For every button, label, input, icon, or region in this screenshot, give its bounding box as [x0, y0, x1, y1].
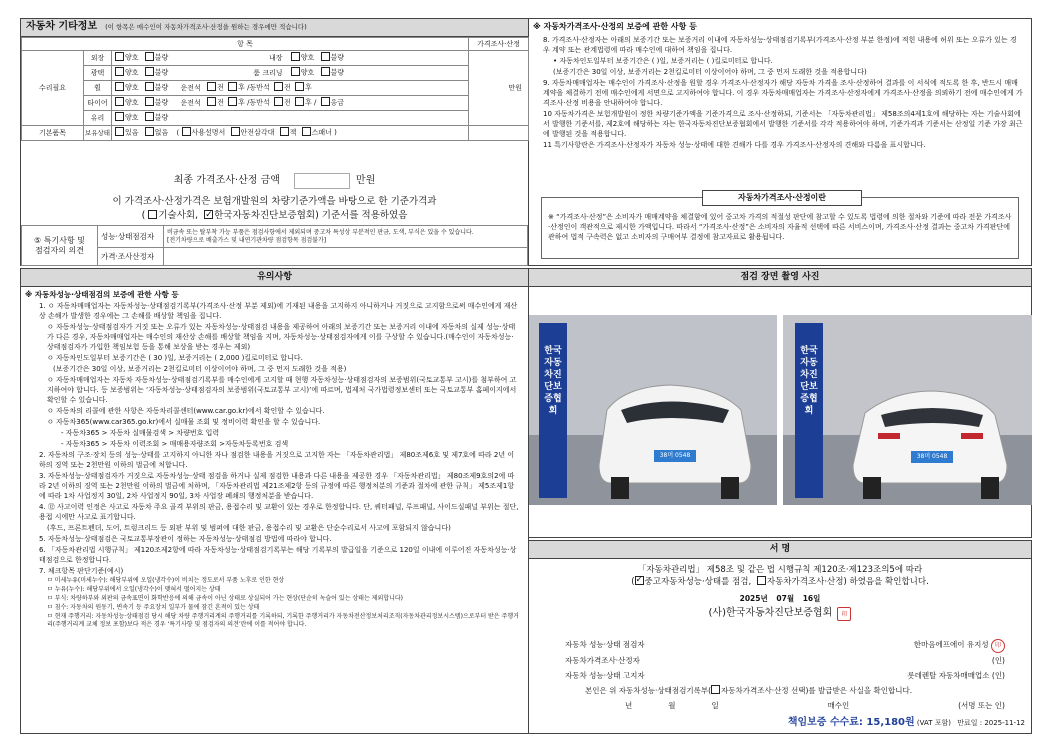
inspector-seal-icon: 印 — [991, 639, 1005, 653]
item-9: 9. 자동차매매업자는 매수인이 가격조사·산정을 원할 경우 가격조사·산정자가 해당 자동차 가격을 조사·산정하여 결과를 이 서식에 적도록 한 후, 반드시 매매계약을 체결하기 전에 매수인에게 서면으로 고지하여야 합니다. 이 경우 자동차매매업자는 가격조사·산정자에게 가격조사·산정을 의뢰하기 전에 매수인에게 가격조사·산정 비용을 안내하여야 합니다. — [543, 79, 1023, 107]
notifier-row-seal: (인) — [991, 670, 1005, 680]
notice-item: (후드, 프론트펜더, 도어, 트렁크리드 등 외판 부위 및 범퍼에 대한 판금, 용접수리 및 교환은 단순수리로서 사고에 포함되지 않습니다) — [47, 524, 451, 533]
checkbox[interactable] — [321, 52, 330, 61]
notice-item: 3. 자동차성능·상태점검자가 거짓으로 자동차성능·상태 점검을 하거나 실제 점검한 내용과 다른 내용을 제공한 경우 「자동차관리법」 제80조제9호의2에 따라 2년 이하의 징역 또는 2천만원 이하의 벌금에 처하며, 「자동차관리법 제21조제2항 등의 규정에 따른 행정처분의 기준과 절차에 관한 규칙」 제5조제1항에 따라 1차 사업정지 30일, 2차 사업정지 90일, 3차 사업장 폐쇄의 행정처분을 받습니다. — [39, 472, 515, 501]
buyer-row: 년 월 일 매수인 (서명 또는 인) — [565, 698, 1005, 713]
notice-item: ㅁ 누유(누수): 해당부위에서 오일(냉각수)이 맺혀서 떨어지는 상태 — [47, 586, 221, 594]
final-price-input[interactable] — [294, 173, 350, 189]
other-info-title: 자동차 기타정보 — [26, 21, 98, 33]
other-info-note: (이 항목은 매수인이 자동차가격조사·산정을 원하는 경우에만 적습니다) — [105, 23, 307, 32]
fee-vat: (VAT 포함) — [916, 718, 951, 727]
col-item-header: 항 목 — [22, 38, 469, 51]
photo-panel — [529, 268, 1032, 538]
checkbox[interactable] — [115, 112, 124, 121]
price-definition-title: 자동차가격조사·산정이란 — [702, 190, 862, 206]
price-definition-text: ※ “가격조사·산정”은 소비자가 매매계약을 체결함에 있어 중고차 가격의 적절성 판단에 참고할 수 있도록 법령에 의한 절차와 기준에 따라 전문 가격조사·산정인이 객관적으로 제시한 가액입니다. 따라서 “가격조사·산정”은 소비자의 자율적 선택에 따른 서비스이며, 가격조사·산정 결과는 중고차 가격판단에 관하여 법적 구속력은 없고 소비자의 구매여부 결정에 참고자료로 활용됩니다. — [548, 213, 1012, 241]
signature-panel — [529, 540, 1032, 734]
notice-list — [21, 301, 528, 629]
basic-status-label: 보유상태 — [84, 126, 112, 141]
checkbox-association[interactable] — [204, 210, 213, 219]
checkbox[interactable] — [115, 82, 124, 91]
basic-label: 기본품목 — [22, 126, 84, 141]
checkbox[interactable] — [145, 127, 154, 136]
notice-panel — [20, 268, 529, 734]
checkbox[interactable] — [115, 67, 124, 76]
checkbox[interactable] — [228, 97, 237, 106]
notifier-row-label: 자동차 성능·상태 고지자 — [565, 670, 645, 680]
basic-options: 있음 없음 ( 사용설명서 안전삼각대 잭 스패너 ) — [112, 126, 469, 141]
price-guarantee-list — [529, 35, 1031, 150]
final-price-label: 최종 가격조사·산정 금액 — [173, 174, 280, 186]
buyer-label: 매수인 — [827, 700, 850, 710]
issue-confirm: 본인은 위 자동차성능·상태점검기록부( 자동차가격조사·산정 선택)를 발급받은 사실을 확인합니다. — [585, 685, 913, 695]
car-photo-front — [529, 315, 777, 505]
plate-rear: 38머 0548 — [916, 453, 948, 460]
checkbox[interactable] — [231, 127, 240, 136]
sign-line2: (✓ 중고자동차성능·상태를 점검, 자동차가격조사·산정) 하였음을 확인합니다. — [529, 576, 1031, 588]
price-guarantee-title: ※ 자동차가격조사·산정의 보증에 관한 사항 등 — [533, 22, 697, 31]
checkbox[interactable] — [115, 97, 124, 106]
row-options: 양호 불량 룸 크리닝 양호 불량 — [112, 66, 469, 81]
notice-item: - 자동차365 > 자동차 실매물검색 > 차량번호 입력 — [61, 429, 220, 438]
special-notes-table — [21, 225, 528, 266]
appraiser-row-label: 자동차가격조사·산정자 — [565, 655, 640, 665]
notice-item: ㅇ 자동차성능·상태점검자가 거짓 또는 오류가 있는 자동차성능·상태점검 내용을 제공하여 아래의 보증기간 또는 보증거리 이내에 자동차의 실제 성능·상태가 다른 경우, 자동차매매업자는 매수인의 재산상 손해를 배상할 책임을 지며, 자동차성능·상태점검자에게 이를 구상할 수 있습니다.(매수인이 자동차성능·상태점검자가 가입한 책임보험 등을 통해 보상을 받는 경우는 제외) — [47, 323, 516, 352]
notice-item: 7. 체크항목 판단기준(예시) — [39, 567, 124, 576]
checkbox[interactable] — [280, 127, 289, 136]
signature-title: 서 명 — [529, 541, 1031, 559]
row-name: 타이어 — [84, 96, 112, 111]
appraiser-row-seal: (인) — [991, 655, 1005, 665]
checkbox[interactable] — [145, 112, 154, 121]
checkbox[interactable] — [274, 82, 283, 91]
row-name: 유리 — [84, 111, 112, 126]
row-name: 휠 — [84, 81, 112, 96]
final-price-row — [21, 169, 528, 193]
item-8-period: • 자동차인도일부터 보증기간은 ( )일, 보증거리는 ( )킬로미터로 합니다. — [553, 57, 773, 65]
checkbox[interactable] — [295, 82, 304, 91]
sign-association — [529, 607, 1031, 621]
inspector-note: 비금속 또는 탈부착 가능 부품은 점검사항에서 제외되며 중고차 특성상 부분적인 판금, 도색, 부식은 있을 수 있습니다. [전기차량으로 배출가스 및 내연기관차량 점검항목 점검불가] — [164, 226, 528, 248]
price-definition-box — [541, 193, 1019, 259]
notice-item: 2. 자동차의 구조·장치 등의 성능·상태를 고지하지 아니한 자나 점검한 내용을 거짓으로 고지한 자는 「자동차관리법」 제80조제6호 및 제7호에 따라 2년 이하의 징역 또는 2천만원 이하의 벌금에 처합니다. — [39, 451, 515, 470]
photo-title: 점검 장면 촬영 사진 — [529, 269, 1031, 287]
plate-front: 38머 0548 — [659, 452, 691, 459]
banner-front: 한국자동차진단보증협회 — [544, 346, 562, 416]
checkbox-appraisal[interactable] — [757, 576, 766, 585]
vehicle-other-info-panel — [20, 18, 529, 266]
notice-subtitle: ※ 자동차성능·상태점검의 보증에 관한 사항 등 — [25, 290, 179, 299]
appraiser-label: 가격·조사산정자 — [98, 248, 164, 266]
row-options: 양호 불량 — [112, 111, 469, 126]
notice-item: - 자동차365 > 자동차 이력조회 > 매매용자량조회 >자동차등록번호 검색 — [61, 440, 289, 449]
checkbox[interactable] — [145, 97, 154, 106]
notice-item: ㅇ 자동차의 리콜에 관한 사항은 자동차리콜센터(www.car.go.kr)에서 확인할 수 있습니다. — [47, 407, 325, 416]
notice-item: ㅇ 자동차인도일부터 보증기간은 ( 30 )일, 보증거리는 ( 2,000 )킬로미터로 합니다. — [47, 354, 303, 363]
item-11: 11 특기사항란은 가격조사·산정자가 자동차 성능·상태에 대한 견해가 다를 경우 가격조사·산정자의 견해와 다름을 표시합니다. — [543, 141, 926, 149]
price-guarantee-panel — [529, 18, 1032, 266]
checkbox[interactable] — [145, 67, 154, 76]
checkbox-issue[interactable] — [711, 685, 720, 694]
basis-text — [21, 195, 528, 223]
checkbox[interactable] — [228, 82, 237, 91]
buyer-signature[interactable]: (서명 또는 인) — [958, 700, 1005, 710]
association-seal-icon: 印 — [837, 607, 851, 621]
notice-item: 5. 자동차성능·상태점검은 국토교통부장관이 정하는 자동차성능·상태점검 방법에 따라야 합니다. — [39, 535, 332, 544]
checkbox[interactable] — [207, 97, 216, 106]
checkbox[interactable] — [145, 82, 154, 91]
special-label: ⑤ 특기사항 및 점검자의 의견 — [22, 226, 98, 266]
checkbox[interactable] — [321, 97, 330, 106]
repair-label: 수리필요 — [22, 51, 84, 126]
notice-item: ㅁ 침수: 자동차의 원동기, 변속기 등 주요장치 일부가 물에 잠긴 흔적이 있는 상태 — [47, 604, 260, 612]
notice-item: 6. 「자동차관리법 시행규칙」 제120조제2항에 따라 자동차성능·상태점검기록부는 해당 기록부의 발급일을 기준으로 120일 이내에 이루어진 자동차성능·상태점검으로 한정합니다. — [39, 546, 517, 565]
basis-line1: 이 가격조사·산정가격은 보험개발원의 차량기준가액을 바탕으로 한 기준가격과 — [112, 196, 437, 207]
sign-statement — [529, 559, 1031, 588]
repair-price-unit: 만원 — [469, 51, 529, 126]
other-info-header — [21, 19, 528, 37]
basis-line2: ( 기술사회, ✓ 한국자동차진단보증협회) 기준서를 적용하였음 — [21, 209, 528, 223]
sign-date: 2025년 07월 16일 — [739, 594, 821, 603]
photo-front — [529, 315, 777, 505]
notice-item: 4. ⑫ 사고이력 인정은 사고로 자동차 주요 골격 부위의 판금, 용접수리 및 교환이 있는 경우로 한정합니다. 단, 쿼터패널, 루프패널, 사이드실패널 부위는 절단, 용접 시에만 사고로 표기합니다. — [39, 503, 519, 522]
checkbox[interactable] — [182, 127, 191, 136]
notice-item: (보증기간은 30일 이상, 보증거리는 2천킬로미터 이상이어야 하며, 그 중 먼저 도래한 것을 적용) — [53, 365, 347, 374]
notifier-row-name: 롯데렌탈 자동차매매업소 — [907, 670, 990, 680]
checkbox[interactable] — [302, 127, 311, 136]
row-options: 양호 불량 운전석 전 후 /동반석 전 후 / 응급 — [112, 96, 469, 111]
checkbox[interactable] — [295, 97, 304, 106]
row-options: 양호 불량 운전석 전 후 /동반석 전 후 — [112, 81, 469, 96]
association-name: (사)한국자동차진단보증협회 — [708, 607, 833, 619]
final-price-unit: 만원 — [355, 174, 376, 186]
checkbox[interactable] — [321, 67, 330, 76]
item-8-note: (보증기간은 30일 이상, 보증거리는 2천킬로미터 이상이어야 하며, 그 중 먼저 도래한 것을 적용합니다) — [553, 68, 867, 76]
checkbox[interactable] — [115, 127, 124, 136]
item-10: 10 자동차가격은 보험개발원이 정한 차량기준가액을 기준가격으로 조사·산정하되, 기준서는 「자동차관리법」 제58조의4제1호에 해당하는 자는 기술사회에서 발행한 기준서를, 제2호에 해당하는 자는 한국자동차진단보증협회에서 발행한 기준서를 각각 적용하여야 하며, 기준가격과 기준서는 산정일 기준 가장 최근에 발행된 것을 적용합니다. — [543, 110, 1023, 138]
notice-item: ㅇ 자동차365(www.car365.go.kr)에서 실매물 조회 및 정비이력 확인을 할 수 있습니다. — [47, 418, 321, 427]
checkbox[interactable] — [115, 52, 124, 61]
repair-table — [21, 37, 529, 141]
sign-rows — [565, 637, 1005, 713]
inspector-row-name: 한마음에프에이 유지성 — [913, 640, 989, 649]
checkbox[interactable] — [145, 52, 154, 61]
sign-line1: 「자동차관리법」 제58조 및 같은 법 시행규칙 제120조·제123조의5에 따라 — [637, 565, 923, 575]
checkbox[interactable] — [274, 97, 283, 106]
banner-rear: 한국자동차진단보증협회 — [800, 346, 818, 416]
checkbox-technician[interactable] — [148, 210, 157, 219]
notice-item: ㅁ 부식: 차량하부와 외판의 금속표면이 화학반응에 의해 금속이 아닌 상태로 상실되어 가는 현상(단순히 녹슬어 있는 상태는 제외합니다) — [47, 595, 404, 603]
checkbox[interactable] — [291, 52, 300, 61]
notice-item: 1. ㅇ 자동차매매업자는 자동차성능·상태점검기록부(가격조사·산정 부분 제외)에 기재된 내용을 고지하지 아니하거나 거짓으로 고지함으로써 매수인에게 재산상 손해가 발생한 경우에는 그 손해를 배상할 책임을 집니다. — [39, 302, 518, 321]
row-name: 외장 — [84, 51, 112, 66]
notice-item: ㅇ 자동차매매업자는 자동차 자동차성능·상태점검기록부를 매수인에게 고지할 때 현행 자동차성능·상태점검자의 보증범위(국토교통부 고시)를 첨부하여 고지하여야 합니다. 등 보증범위는 ‘자동차성능·상태점검자의 보증범위(국토교통부 고시)’에 따르며, 법제처 국가법령정보센터 또는 국토교통부 홈페이지에서 확인할 수 있습니다. — [47, 376, 517, 405]
fee-row — [788, 717, 1025, 730]
checkbox[interactable] — [207, 82, 216, 91]
item-8: 8. 가격조사·산정자는 아래의 보증기간 또는 보증거리 이내에 자동차성능·상태점검기록부(가격조사·산정 부분 한정)에 적힌 내용에 허위 또는 오류가 있는 경우 계약 또는 관계법령에 따라 매수인에 대하여 책임을 집니다. — [543, 36, 1017, 54]
notice-item: ㅁ 현재 주행거리: 자동차성능·상태점검 당시 해당 차량 주행거리계의 주행거리를 기록하되, 기록한 주행거리가 자동차전산정보처리조직(자동차관리정보시스템)으로부터 받은 주행거리(주행거리계 교체 정보 포함)보다 적은 경우 ‘특기사항 및 점검자의 의견’란에 이를 적어야 합니다. — [47, 613, 519, 629]
checkbox-inspection[interactable] — [635, 576, 644, 585]
row-options: 양호 불량 내장 양호 불량 — [112, 51, 469, 66]
checkbox[interactable] — [291, 67, 300, 76]
photo-rear — [783, 315, 1032, 505]
fee-label: 책임보증 수수료: 15,180원 — [787, 716, 915, 728]
col-price-header: 가격조사·산정 — [469, 38, 529, 51]
expiry-date: 만료일 : 2025-11-12 — [957, 718, 1025, 727]
notice-title: 유의사항 — [21, 269, 528, 287]
inspector-label: 성능·상태점검자 — [98, 226, 164, 248]
inspector-row-label: 자동차 성능·상태 점검자 — [565, 640, 645, 649]
row-name: 광택 — [84, 66, 112, 81]
notice-item: ㅁ 미세누유(미세누수): 해당부위에 오일(냉각수)이 비치는 정도로서 부품 노후로 인한 현상 — [47, 577, 285, 585]
